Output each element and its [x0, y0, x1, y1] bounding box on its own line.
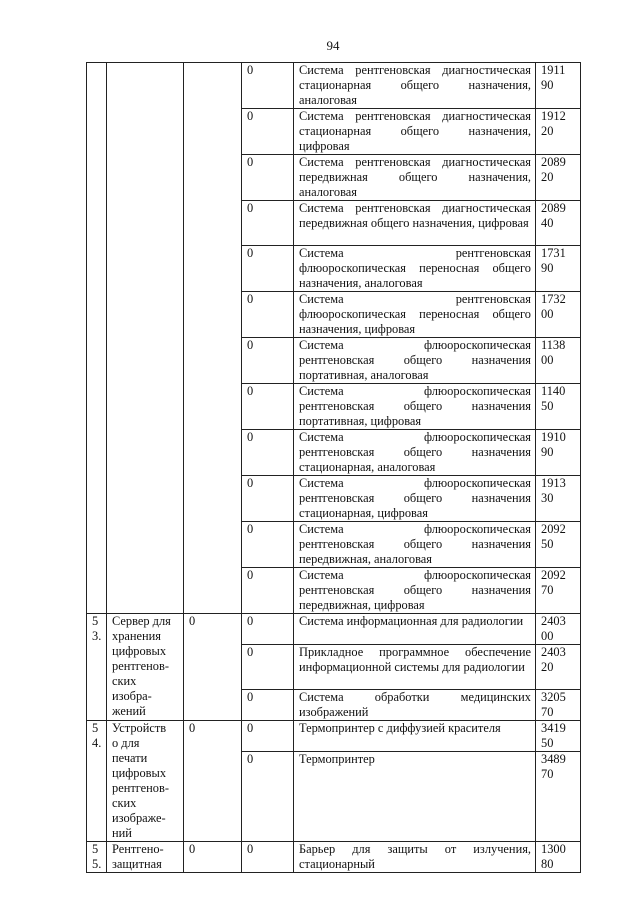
table-row	[87, 721, 581, 752]
code-cell: 2089 20	[536, 155, 581, 201]
code-cell: 1912 20	[536, 109, 581, 155]
code-cell: 1300 80	[536, 842, 581, 873]
code-cell: 3205 70	[536, 690, 581, 721]
quantity-cell: 0	[184, 721, 242, 842]
sub-quantity-cell: 0	[242, 384, 294, 430]
sub-quantity-cell: 0	[242, 522, 294, 568]
sub-quantity-cell: 0	[242, 568, 294, 614]
sub-quantity-cell: 0	[242, 246, 294, 292]
sub-quantity-cell: 0	[242, 109, 294, 155]
equipment-table	[86, 62, 581, 873]
device-name-cell: Система флюороскопическая рентгеновская общего назначения стационарная, цифровая	[294, 476, 536, 522]
code-cell: 2403 20	[536, 645, 581, 690]
sub-quantity-cell: 0	[242, 690, 294, 721]
sub-quantity-cell: 0	[242, 155, 294, 201]
device-name-cell: Термопринтер	[294, 752, 536, 842]
sub-quantity-cell: 0	[242, 63, 294, 109]
quantity-cell: 0	[184, 614, 242, 721]
sub-quantity-cell: 0	[242, 430, 294, 476]
table-row	[87, 63, 581, 109]
item-name-cell	[107, 63, 184, 614]
device-name-cell: Система обработки медицинских изображений	[294, 690, 536, 721]
device-name-cell: Система флюороскопическая рентгеновская общего назначения портативная, цифровая	[294, 384, 536, 430]
device-name-cell: Система флюороскопическая рентгеновская общего назначения передвижная, цифровая	[294, 568, 536, 614]
device-name-cell: Система флюороскопическая рентгеновская общего назначения передвижная, аналоговая	[294, 522, 536, 568]
device-name-cell: Система рентгеновская диагностическая стационарная общего назначения, цифровая	[294, 109, 536, 155]
code-cell: 1731 90	[536, 246, 581, 292]
code-cell: 2092 70	[536, 568, 581, 614]
sub-quantity-cell: 0	[242, 614, 294, 645]
item-number-cell: 5 5.	[87, 842, 107, 873]
code-cell: 1732 00	[536, 292, 581, 338]
device-name-cell: Система флюороскопическая рентгеновская общего назначения стационарная, аналоговая	[294, 430, 536, 476]
device-name-cell: Барьер для защиты от излучения, стационарный	[294, 842, 536, 873]
page-number: 94	[326, 38, 340, 53]
quantity-cell	[184, 63, 242, 614]
sub-quantity-cell: 0	[242, 292, 294, 338]
code-cell: 1140 50	[536, 384, 581, 430]
device-name-cell: Система рентгеновская диагностическая передвижная общего назначения, цифровая	[294, 201, 536, 246]
code-cell: 1910 90	[536, 430, 581, 476]
sub-quantity-cell: 0	[242, 338, 294, 384]
code-cell: 2089 40	[536, 201, 581, 246]
item-name-cell: Устройств о для печати цифровых рентгенов- ских изображе- ний	[107, 721, 184, 842]
item-number-cell: 5 4.	[87, 721, 107, 842]
device-name-cell: Система рентгеновская диагностическая передвижная общего назначения, аналоговая	[294, 155, 536, 201]
sub-quantity-cell: 0	[242, 752, 294, 842]
item-number-cell: 5 3.	[87, 614, 107, 721]
code-cell: 2092 50	[536, 522, 581, 568]
sub-quantity-cell: 0	[242, 721, 294, 752]
device-name-cell: Система флюороскопическая рентгеновская общего назначения портативная, аналоговая	[294, 338, 536, 384]
code-cell: 2403 00	[536, 614, 581, 645]
device-name-cell: Система информационная для радиологии	[294, 614, 536, 645]
device-name-cell: Прикладное программное обеспечение информационной системы для радиологии	[294, 645, 536, 690]
item-name-cell: Сервер для хранения цифровых рентгенов- ских изобра- жений	[107, 614, 184, 721]
sub-quantity-cell: 0	[242, 645, 294, 690]
device-name-cell: Система рентгеновская флюороскопическая переносная общего назначения, цифровая	[294, 292, 536, 338]
sub-quantity-cell: 0	[242, 476, 294, 522]
device-name-cell: Термопринтер с диффузией красителя	[294, 721, 536, 752]
quantity-cell: 0	[184, 842, 242, 873]
item-number-cell	[87, 63, 107, 614]
code-cell: 3419 50	[536, 721, 581, 752]
device-name-cell: Система рентгеновская диагностическая стационарная общего назначения, аналоговая	[294, 63, 536, 109]
device-name-cell: Система рентгеновская флюороскопическая переносная общего назначения, аналоговая	[294, 246, 536, 292]
table-row	[87, 842, 581, 873]
item-name-cell: Рентгено- защитная	[107, 842, 184, 873]
code-cell: 1911 90	[536, 63, 581, 109]
code-cell: 1138 00	[536, 338, 581, 384]
code-cell: 3489 70	[536, 752, 581, 842]
sub-quantity-cell: 0	[242, 842, 294, 873]
table-row	[87, 614, 581, 645]
code-cell: 1913 30	[536, 476, 581, 522]
sub-quantity-cell: 0	[242, 201, 294, 246]
